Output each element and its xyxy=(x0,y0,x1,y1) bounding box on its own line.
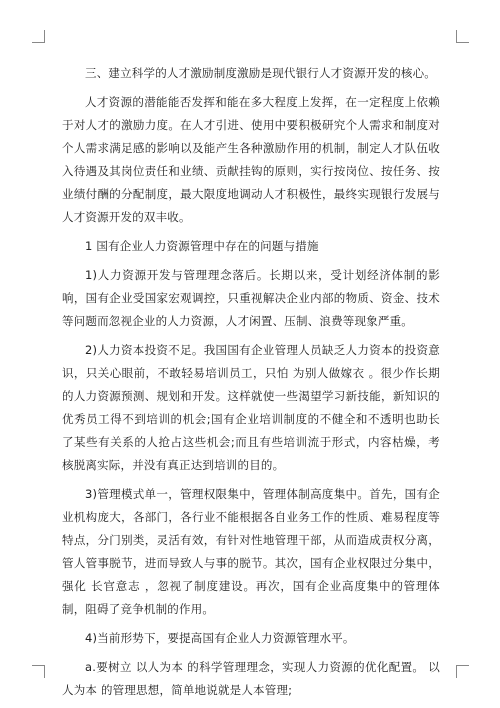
crop-mark-bottom-left xyxy=(32,665,45,678)
paragraph-item-2: 2)人力资本投资不足。我国国有企业管理人员缺乏人力资本的投资意识，只关心眼前，不敢轻易培训员工，只怕 为别人做嫁衣 。很少作长期的人力资源预测、规划和开发。这样就使一些渴望学习新技能，新知识的优秀员工得不到培训的机会;国有企业培训制度的不健全和不透明也助长了某些有关系的人抢占这些机会;而且有些培训流于形式，内容枯燥，考核脱离实际，并没有真正达到培训的目的。 xyxy=(62,343,440,472)
crop-mark-top-right xyxy=(456,30,469,43)
section-heading: 三、建立科学的人才激励制度激励是现代银行人才资源开发的核心。 xyxy=(85,66,436,80)
subsection-heading: 1 国有企业人力资源管理中存在的问题与措施 xyxy=(85,239,319,253)
crop-mark-bottom-right xyxy=(456,665,469,678)
paragraph-item-4: 4)当前形势下，要提高国有企业人力资源管理水平。 xyxy=(85,631,355,645)
paragraph-item-3: 3)管理模式单一，管理权限集中，管理体制高度集中。首先，国有企业机构庞大，各部门，各行业不能根据各自业务工作的性质、难易程度等特点，分门别类，灵活有效，有针对性地管理干部，从而造成责权分离，管人管事脱节，进而导致人与事的脱节。其次，国有企业权限过分集中，强化 长官意志 ，忽视了制度建设。再次，国有企业高度集中的管理体制，阻碍了竞争机制的作用。 xyxy=(62,487,440,616)
crop-mark-top-left xyxy=(32,30,45,43)
paragraph-item-a: a.要树立 以人为本 的科学管理理念，实现人力资源的优化配置。 以人为本 的管理思想，简单地说就是人本管理; xyxy=(62,660,440,697)
paragraph-item-1: 1)人力资源开发与管理理念落后。长期以来，受计划经济体制的影响，国有企业受国家宏观调控，只重视解决企业内部的物质、资金、技术等问题而忽视企业的人力资源，人才闲置、压制、浪费等现象严重。 xyxy=(62,268,440,328)
document-body xyxy=(62,62,440,708)
paragraph-incentive: 人才资源的潜能能否发挥和能在多大程度上发挥，在一定程度上依赖于对人才的激励力度。在人才引进、使用中要积极研究个人需求和制度对个人需求满足感的影响以及能产生各种激励作用的机制，制定人才队伍收入待遇及其岗位责任和业绩、贡献挂钩的原则，实行按岗位、按任务、按业绩付酬的分配制度，最大限度地调动人才积极性，最终实现银行发展与人才资源开发的双丰收。 xyxy=(62,95,440,224)
